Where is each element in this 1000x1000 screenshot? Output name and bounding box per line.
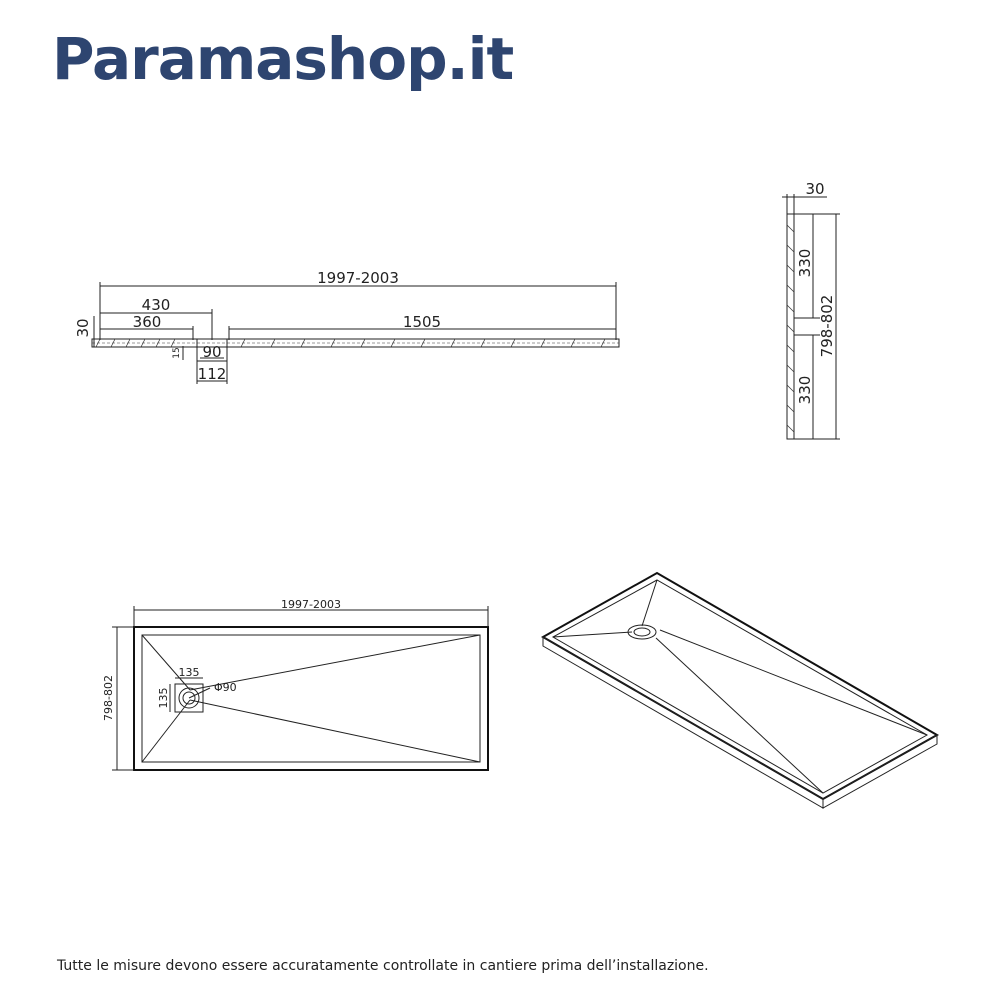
plan-drain-diameter: Φ90 — [214, 681, 237, 694]
end-half-bottom: 330 — [796, 375, 814, 405]
iso-side-face — [823, 735, 937, 808]
side-overall-length: 1997-2003 — [317, 269, 399, 287]
plan-outer — [134, 627, 488, 770]
top-plan-view — [102, 598, 488, 770]
side-drain-outer: 112 — [197, 365, 227, 383]
plan-drain-w: 135 — [178, 666, 200, 679]
plan-width: 798-802 — [102, 675, 115, 721]
side-drain-center: 360 — [132, 313, 162, 331]
iso-inner-rim — [553, 580, 927, 793]
end-thickness: 30 — [805, 180, 825, 198]
side-drain-inner: 90 — [202, 343, 222, 361]
brand-logo: Paramashop.it — [52, 25, 514, 93]
isometric-view — [543, 573, 937, 808]
end-half-top: 330 — [796, 248, 814, 278]
side-right-length: 1505 — [402, 313, 442, 331]
plan-inner — [142, 635, 480, 762]
end-overall-width: 798-802 — [818, 294, 836, 358]
side-thickness: 30 — [74, 318, 92, 338]
iso-drain — [628, 625, 656, 639]
side-drain-offset: 430 — [141, 296, 171, 314]
footer-note: Tutte le misure devono essere accuratamente controllate in cantiere prima dell’installazione. — [57, 958, 709, 974]
plan-length: 1997-2003 — [281, 598, 341, 611]
side-section-view — [74, 269, 619, 384]
plan-drain-h: 135 — [157, 687, 170, 709]
end-section-view — [782, 180, 840, 439]
side-drain-depth: 15 — [172, 347, 182, 359]
iso-top-face — [543, 573, 937, 799]
